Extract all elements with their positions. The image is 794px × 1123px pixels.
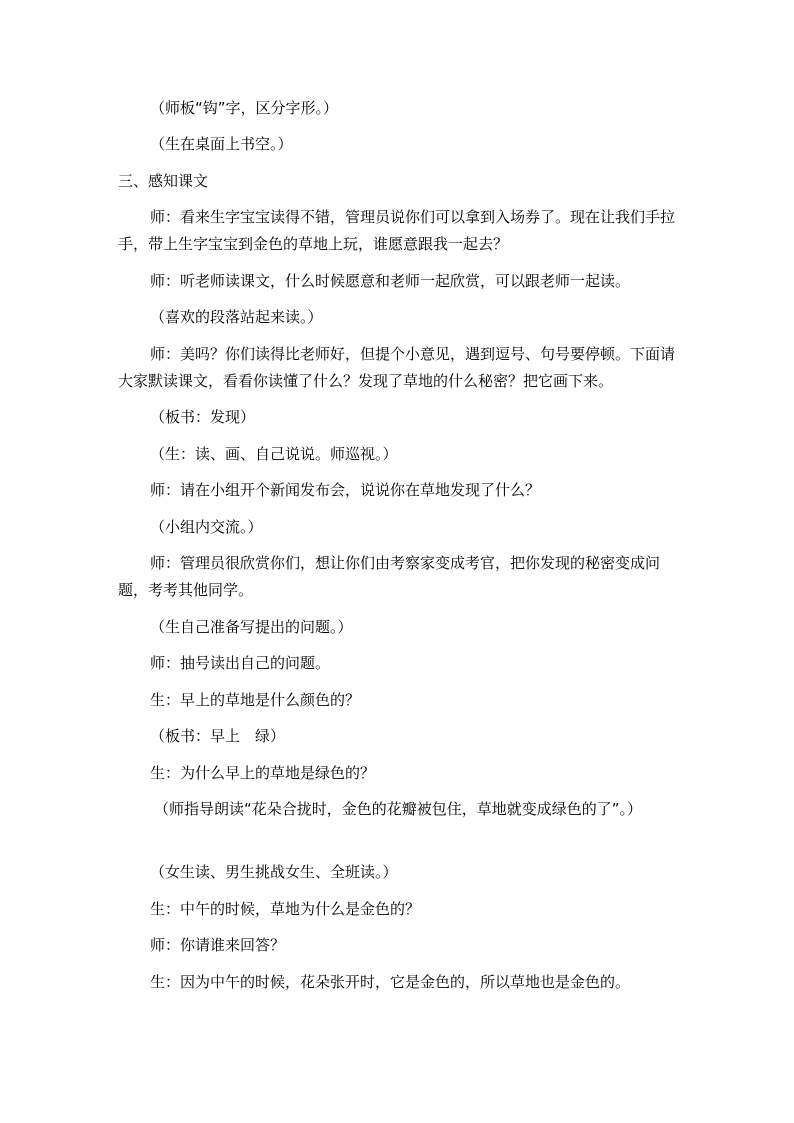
paragraph-reading-rounds: （女生读、男生挑战女生、全班读。） — [150, 863, 398, 881]
paragraph-teacher-silent-read: 师：美吗？你们读得比老师好，但提个小意见，遇到逗号、句号要停顿。下面请大家默读课文，看看你读懂了什么？发现了草地的什么秘密？把它画下来。 — [118, 345, 676, 390]
paragraph-news-conference: 师：请在小组开个新闻发布会，说说你在草地发现了什么？ — [150, 481, 541, 499]
paragraph-favorite-section: （喜欢的段落站起来读。） — [150, 308, 323, 326]
section-heading-perceive-text: 三、感知课文 — [118, 172, 209, 190]
paragraph-morning-question: 生：早上的草地是什么颜色的？ — [150, 691, 361, 709]
paragraph-student-activity: （生：读、画、自己说说。师巡视。） — [150, 445, 398, 463]
paragraph-teacher-read: 师：听老师读课文，什么时候愿意和老师一起欣赏，可以跟老师一起读。 — [150, 272, 631, 290]
paragraph-teacher-board-note: （师板“钩”字，区分字形。） — [150, 99, 339, 117]
paragraph-teacher-intro: 师：看来生字宝宝读得不错，管理员说你们可以拿到入场券了。现在让我们手拉手，带上生字宝宝到金色的草地上玩，谁愿意跟我一起去？ — [118, 208, 676, 253]
paragraph-prepare-questions: （生自己准备写提出的问题。） — [150, 618, 353, 636]
paragraph-who-answers: 师：你请谁来回答？ — [150, 936, 286, 954]
paragraph-noon-question: 生：中午的时候，草地为什么是金色的？ — [150, 900, 421, 918]
paragraph-reading-guidance: （师指导朗读“花朵合拢时，金色的花瓣被包住，草地就变成绿色的了”。） — [154, 800, 643, 818]
paragraph-examiner-role: 师：管理员很欣赏你们，想让你们由考察家变成考官，把你发现的秘密变成问题，考考其他同学。 — [118, 554, 661, 599]
paragraph-why-green: 生：为什么早上的草地是绿色的？ — [150, 764, 376, 782]
paragraph-group-exchange: （小组内交流。） — [150, 518, 263, 536]
paragraph-board-morning-green: （板书：早上 绿） — [150, 727, 286, 745]
paragraph-student-writing: （生在桌面上书空。） — [150, 135, 293, 153]
paragraph-draw-number: 师：抽号读出自己的问题。 — [150, 654, 331, 672]
paragraph-board-discover: （板书：发现） — [150, 408, 256, 426]
paragraph-noon-answer: 生：因为中午的时候，花朵张开时，它是金色的，所以草地也是金色的。 — [150, 973, 631, 991]
